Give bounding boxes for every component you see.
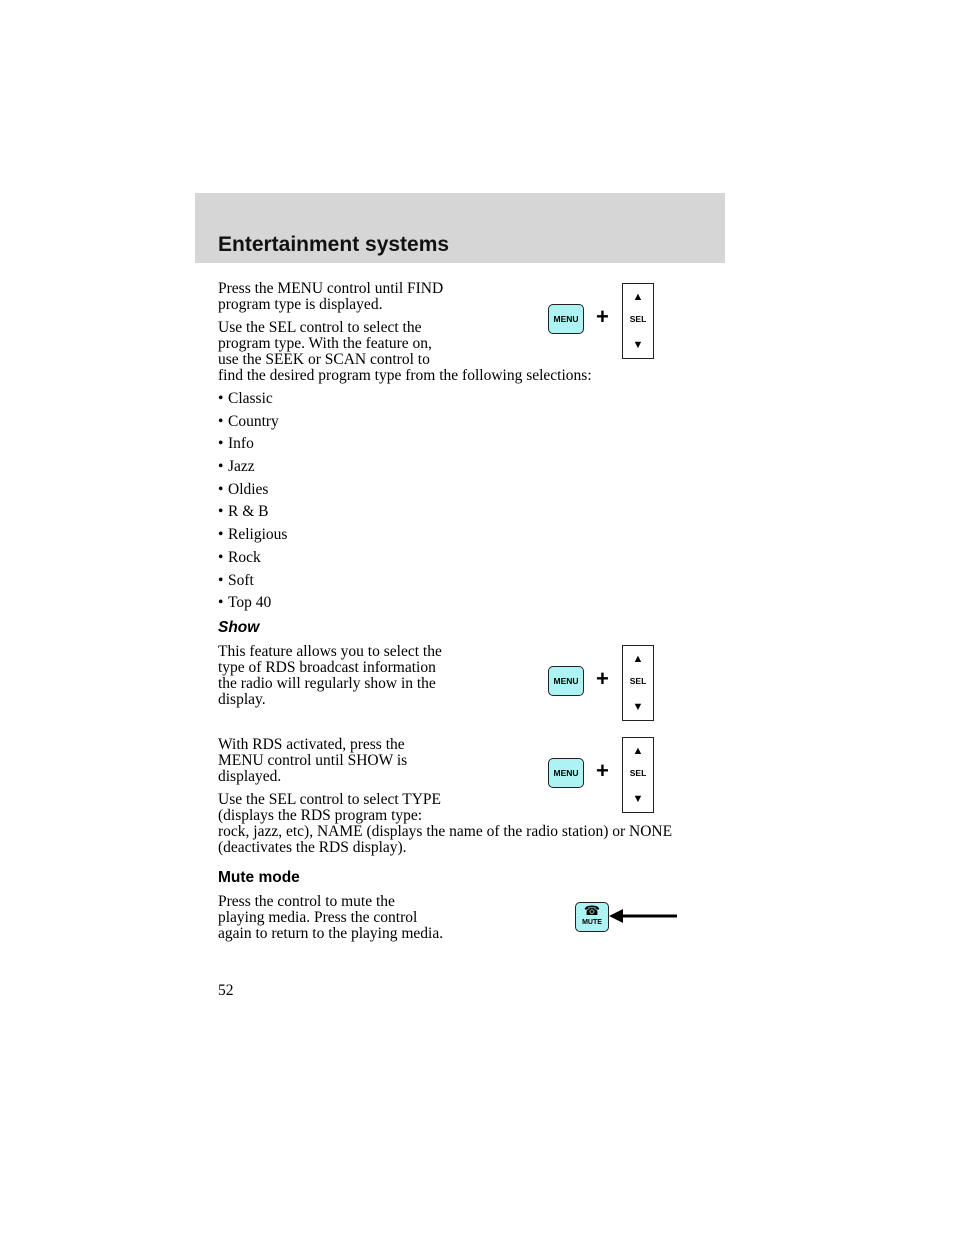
find-para-2-line-3: use the SEEK or SCAN control to bbox=[218, 351, 430, 368]
show-para-3-line-3: rock, jazz, etc), NAME (displays the name of the radio station) or NONE bbox=[218, 823, 673, 840]
show-para-2-line-1: With RDS activated, press the bbox=[218, 736, 405, 753]
show-para-2-line-2: MENU control until SHOW is bbox=[218, 752, 408, 769]
sel-label: SEL bbox=[629, 676, 647, 686]
bullet-icon: • bbox=[218, 571, 224, 589]
list-item: • Rock bbox=[218, 548, 261, 566]
down-arrow-icon: ▼ bbox=[632, 793, 644, 805]
list-item: • Classic bbox=[218, 390, 273, 407]
bullet-icon: • bbox=[218, 412, 224, 430]
program-type-list bbox=[218, 390, 287, 617]
show-para-2-line-3: displayed. bbox=[218, 768, 282, 785]
sel-rocker bbox=[622, 283, 654, 359]
mute-button bbox=[575, 902, 609, 932]
pointer-arrow-icon bbox=[609, 906, 679, 926]
mute-label: MUTE bbox=[582, 919, 602, 926]
sel-rocker bbox=[622, 645, 654, 721]
list-item: • Country bbox=[218, 412, 279, 430]
list-item: • Soft bbox=[218, 571, 254, 589]
sel-label: SEL bbox=[629, 768, 647, 778]
up-arrow-icon: ▲ bbox=[632, 291, 644, 303]
page-number: 52 bbox=[218, 982, 234, 999]
mute-heading: Mute mode bbox=[218, 869, 300, 886]
bullet-icon: • bbox=[218, 503, 224, 521]
mute-para-line-1: Press the control to mute the bbox=[218, 893, 395, 910]
bullet-icon: • bbox=[218, 548, 224, 566]
show-para-3-line-1: Use the SEL control to select TYPE bbox=[218, 791, 441, 808]
menu-button: MENU bbox=[548, 304, 584, 334]
bullet-icon: • bbox=[218, 480, 224, 498]
show-para-1-line-2: type of RDS broadcast information bbox=[218, 659, 436, 676]
show-para-3-line-2: (displays the RDS program type: bbox=[218, 807, 423, 824]
list-item: • Religious bbox=[218, 526, 288, 544]
find-para-1-line-1: Press the MENU control until FIND bbox=[218, 280, 444, 297]
show-heading: Show bbox=[218, 619, 260, 636]
section-header bbox=[195, 193, 725, 263]
show-para-3-line-4: (deactivates the RDS display). bbox=[218, 839, 407, 856]
list-item: • Oldies bbox=[218, 480, 269, 498]
mute-para-line-3: again to return to the playing media. bbox=[218, 925, 444, 942]
menu-sel-control-diagram-3 bbox=[548, 737, 658, 813]
up-arrow-icon: ▲ bbox=[632, 653, 644, 665]
bullet-icon: • bbox=[218, 458, 224, 476]
plus-icon: + bbox=[596, 666, 609, 691]
section-title: Entertainment systems bbox=[218, 233, 450, 256]
show-para-1-line-1: This feature allows you to select the bbox=[218, 643, 442, 660]
bullet-icon: • bbox=[218, 390, 224, 407]
mute-control-diagram bbox=[575, 900, 680, 934]
find-para-2-line-1: Use the SEL control to select the bbox=[218, 319, 422, 336]
list-item: • Top 40 bbox=[218, 594, 272, 612]
list-item: • R & B bbox=[218, 503, 269, 521]
bullet-icon: • bbox=[218, 594, 224, 612]
find-para-2-line-2: program type. With the feature on, bbox=[218, 335, 432, 352]
menu-button: MENU bbox=[548, 758, 584, 788]
sel-label: SEL bbox=[629, 314, 647, 324]
plus-icon: + bbox=[596, 304, 609, 329]
sel-rocker bbox=[622, 737, 654, 813]
list-item: • Jazz bbox=[218, 458, 255, 476]
find-para-2-line-4: find the desired program type from the following selections: bbox=[218, 367, 592, 384]
bullet-icon: • bbox=[218, 526, 224, 544]
show-para-1-line-4: display. bbox=[218, 691, 266, 708]
mute-para-line-2: playing media. Press the control bbox=[218, 909, 418, 926]
plus-icon: + bbox=[596, 758, 609, 783]
show-para-1-line-3: the radio will regularly show in the bbox=[218, 675, 436, 692]
bullet-icon: • bbox=[218, 435, 224, 453]
down-arrow-icon: ▼ bbox=[632, 701, 644, 713]
menu-sel-control-diagram-2 bbox=[548, 645, 658, 721]
menu-button: MENU bbox=[548, 666, 584, 696]
phone-icon: ☎ bbox=[583, 903, 601, 918]
up-arrow-icon: ▲ bbox=[632, 745, 644, 757]
list-item: • Info bbox=[218, 435, 254, 453]
find-para-1-line-2: program type is displayed. bbox=[218, 296, 383, 313]
menu-sel-control-diagram-1 bbox=[548, 283, 658, 359]
down-arrow-icon: ▼ bbox=[632, 339, 644, 351]
